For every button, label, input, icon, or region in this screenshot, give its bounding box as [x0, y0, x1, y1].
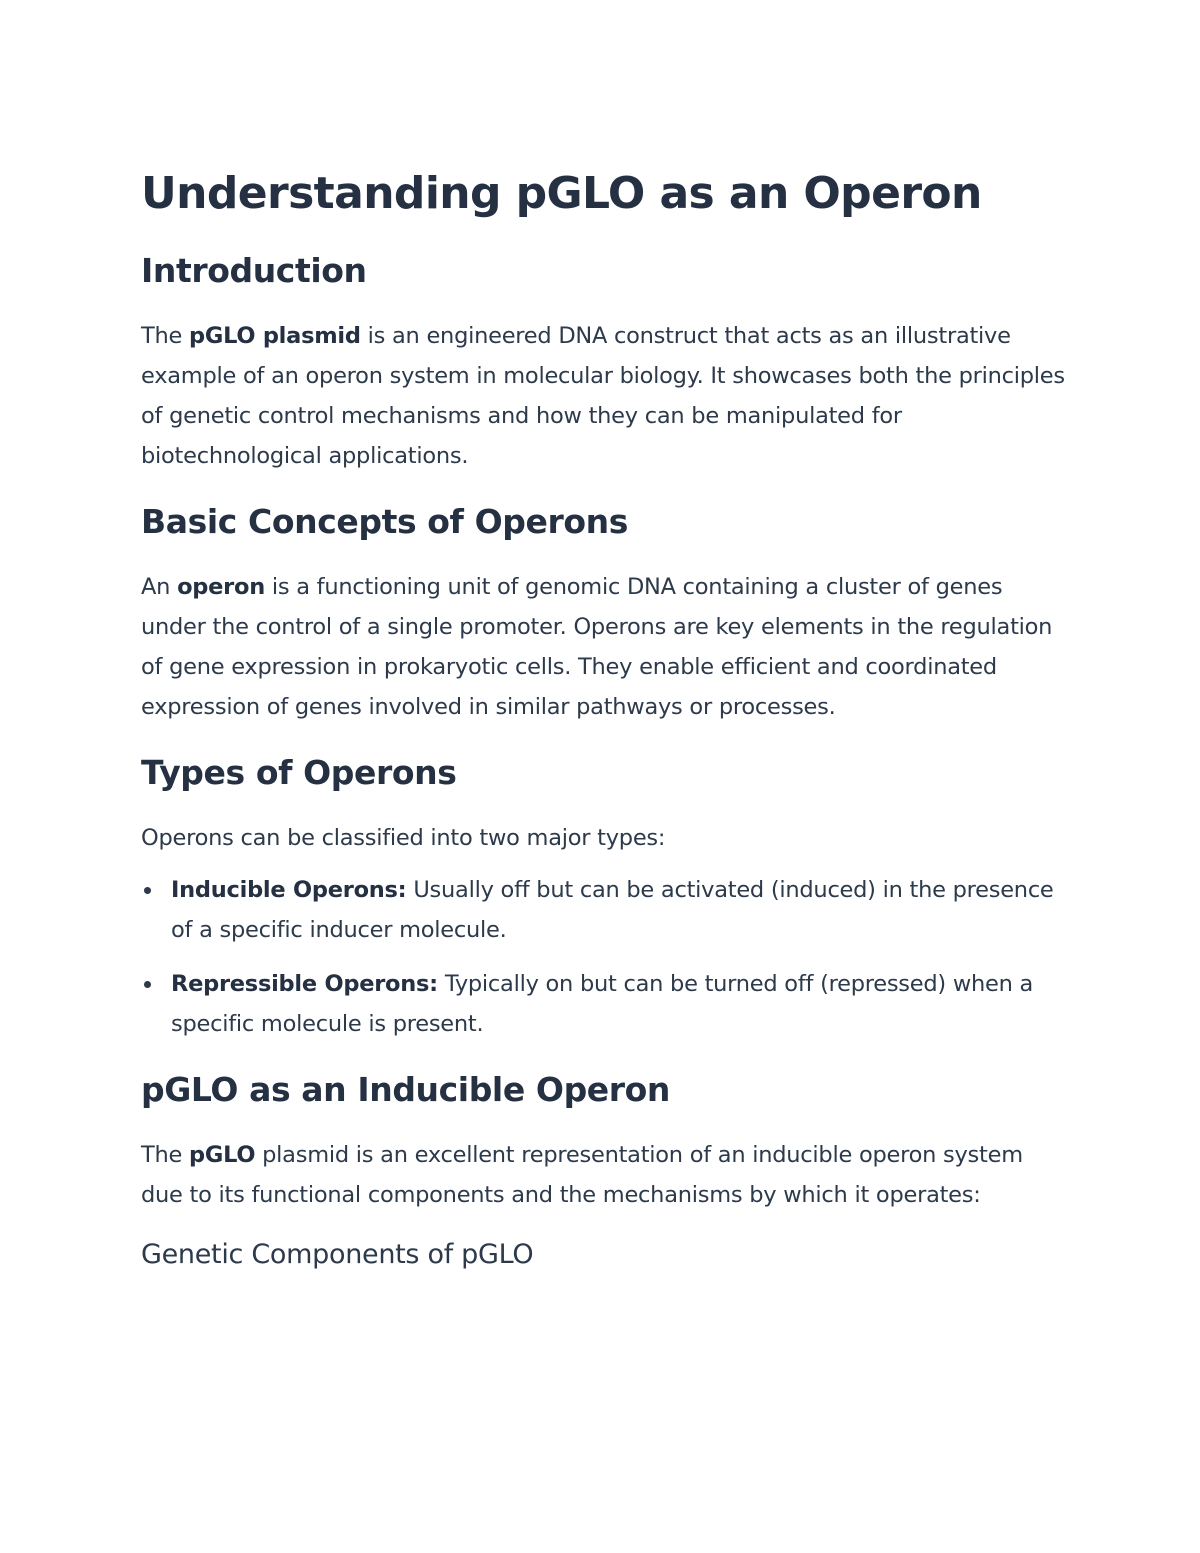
pglo-bold-term: pGLO: [189, 1142, 256, 1168]
subsection-heading-genetic-components: Genetic Components of pGLO: [141, 1239, 534, 1270]
basic-concepts-bold-term: operon: [177, 574, 265, 600]
bullet-icon: [144, 981, 151, 988]
basic-concepts-text-prefix: An: [141, 574, 178, 600]
list-item-bold-label: Repressible Operons:: [171, 971, 438, 997]
pglo-text-rest: plasmid is an excellent representation of an inducible operon system due to its functional components and the mechanisms by which it operates:: [141, 1142, 1023, 1208]
section-heading-introduction: Introduction: [141, 251, 367, 290]
list-item-inducible: [141, 870, 1071, 950]
bullet-icon: [144, 887, 151, 894]
section-heading-types: Types of Operons: [141, 753, 457, 792]
introduction-paragraph: [141, 316, 1071, 476]
basic-concepts-paragraph: [141, 567, 1071, 727]
list-item-text: Typically on but can be turned off (repressed) when a specific molecule is present.: [171, 971, 1034, 1037]
list-item-text: Usually off but can be activated (induced) in the presence of a specific inducer molecule.: [171, 877, 1054, 943]
list-item-repressible: [141, 964, 1071, 1044]
operon-types-list: [141, 870, 1071, 1044]
section-heading-pglo-inducible: pGLO as an Inducible Operon: [141, 1070, 671, 1109]
types-intro-paragraph: Operons can be classified into two major types:: [141, 825, 666, 851]
document-page: [141, 166, 1071, 1273]
introduction-bold-term: pGLO plasmid: [189, 323, 361, 349]
section-heading-basic-concepts: Basic Concepts of Operons: [141, 502, 628, 541]
basic-concepts-text-rest: is a functioning unit of genomic DNA containing a cluster of genes under the control of a single promoter. Operons are key elements in the regulation of gene expression in prokaryotic cells. They enable efficient and coordinated expression of genes involved in similar pathways or processes.: [141, 574, 1053, 720]
list-item-bold-label: Inducible Operons:: [171, 877, 407, 903]
page-title: Understanding pGLO as an Operon: [141, 168, 982, 219]
introduction-text-rest: is an engineered DNA construct that acts as an illustrative example of an operon system in molecular biology. It showcases both the principles of genetic control mechanisms and how they can be manipulated for biotechnological applications.: [141, 323, 1065, 469]
pglo-text-prefix: The: [141, 1142, 189, 1168]
introduction-text-prefix: The: [141, 323, 189, 349]
pglo-paragraph: [141, 1135, 1071, 1215]
